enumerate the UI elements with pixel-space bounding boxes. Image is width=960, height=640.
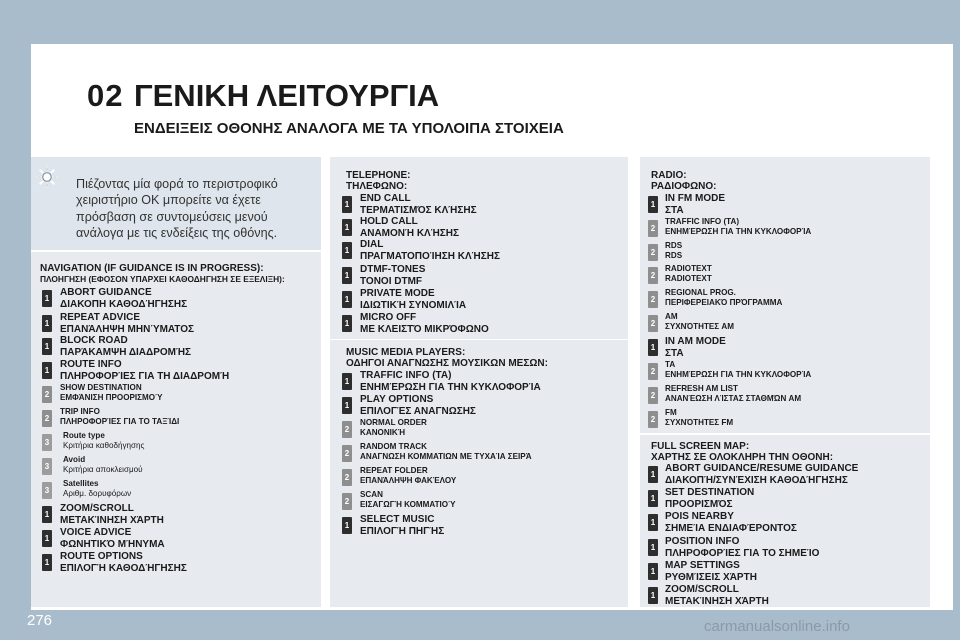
menu-item-navigation (60, 287, 187, 310)
menu-level-badge: 1 (342, 397, 352, 414)
menu-item-navigation (60, 527, 165, 550)
menu-item-label-gr: ΤΟΝΟΙ DTMF (360, 275, 423, 287)
menu-item-label-gr: ΑΝΑΜΟΝΉ ΚΛΉΣΗΣ (360, 227, 460, 239)
menu-level-badge: 1 (648, 466, 658, 483)
menu-item-label-gr: ΕΠΙΛΟΓΈΣ ΑΝΑΓΝΩΣΗΣ (360, 405, 476, 417)
menu-item-telephone (360, 312, 489, 335)
menu-level-badge: 1 (342, 291, 352, 308)
menu-item-label-en: POIS NEARBY (665, 511, 734, 522)
menu-item-navigation (63, 479, 131, 500)
menu-item-radio (665, 336, 726, 359)
menu-level-badge: 2 (342, 493, 352, 510)
radio-header (651, 170, 716, 192)
menu-level-badge: 1 (648, 539, 658, 556)
menu-item-label-gr: ΦΩΝΗΤΙΚΌ ΜΉΝΥΜΑ (60, 538, 165, 550)
menu-item-label-en: REPEAT ADVICE (60, 312, 141, 323)
menu-item-label-gr: ΣΥΧΝΌΤΗΤΕΣ FM (665, 418, 734, 428)
menu-item-label-en: MICRO OFF (360, 312, 417, 323)
menu-item-label-gr: ΜΕ ΚΛΕΙΣΤΌ ΜΙΚΡΌΦΩΝΟ (360, 323, 489, 335)
menu-item-label-gr: Κριτήρια αποκλεισμού (63, 465, 143, 475)
menu-level-badge: 2 (648, 220, 658, 237)
menu-item-telephone (360, 193, 477, 216)
menu-item-label-gr: RADIOTEXT (665, 274, 712, 284)
menu-level-badge: 1 (648, 196, 658, 213)
menu-level-badge: 2 (648, 363, 658, 380)
menu-level-badge: 1 (42, 530, 52, 547)
menu-item-label-en: ABORT GUIDANCE/RESUME GUIDANCE (665, 463, 859, 474)
menu-item-label-gr: ΕΙΣΑΓΩΓΉ ΚΟΜΜΑΤΙΟΎ (360, 500, 456, 510)
menu-item-navigation (60, 312, 194, 335)
sun-icon (36, 166, 58, 188)
menu-level-badge: 1 (342, 315, 352, 332)
menu-level-badge: 2 (648, 244, 658, 261)
menu-item-label-en: SCAN (360, 490, 383, 499)
menu-item-label-en: TRAFFIC INFO (TA) (665, 217, 740, 226)
menu-item-label-en: RANDOM TRACK (360, 442, 427, 451)
menu-item-label-en: RADIOTEXT (665, 264, 712, 273)
menu-item-label-en: REFRESH AM LIST (665, 384, 738, 393)
menu-item-radio (665, 217, 811, 238)
menu-level-badge: 2 (342, 445, 352, 462)
menu-item-label-en: MAP SETTINGS (665, 560, 740, 571)
menu-item-music (360, 466, 456, 487)
menu-item-label-gr: ΕΠΙΛΟΓΉ ΠΗΓΉΣ (360, 525, 445, 537)
menu-item-label-gr: ΕΜΦΆΝΙΣΗ ΠΡΟΟΡΙΣΜΟΎ (60, 393, 163, 403)
menu-level-badge: 1 (42, 290, 52, 307)
menu-item-label-gr: ΡΥΘΜΊΣΕΙΣ ΧΆΡΤΗ (665, 571, 757, 583)
menu-level-badge: 1 (648, 339, 658, 356)
menu-item-navigation (60, 335, 191, 358)
menu-level-badge: 2 (648, 387, 658, 404)
menu-level-badge: 2 (42, 410, 52, 427)
watermark: carmanualsonline.info (704, 618, 850, 635)
menu-level-badge: 1 (342, 517, 352, 534)
tip-line: ανάλογα με τις ενδείξεις της οθόνης. (76, 225, 278, 240)
menu-level-badge: 1 (648, 563, 658, 580)
menu-level-badge: 1 (648, 490, 658, 507)
menu-item-telephone (360, 288, 466, 311)
menu-level-badge: 1 (648, 514, 658, 531)
menu-item-navigation (60, 407, 179, 428)
menu-item-label-en: ROUTE OPTIONS (60, 551, 143, 562)
menu-item-label-en: DIAL (360, 239, 384, 250)
menu-item-label-en: PLAY OPTIONS (360, 394, 434, 405)
menu-level-badge: 2 (648, 291, 658, 308)
header-line-en: NAVIGATION (IF GUIDANCE IS IN PROGRESS): (40, 263, 264, 274)
menu-item-label-en: NORMAL ORDER (360, 418, 427, 427)
menu-item-label-gr: ΕΠΙΛΟΓΉ ΚΑΘΟΔΉΓΗΣΗΣ (60, 562, 187, 574)
menu-item-label-en: RDS (665, 241, 683, 250)
menu-item-label-gr: ΣΤΑ (665, 204, 684, 216)
menu-item-label-gr: ΠΕΡΙΦΕΡΕΙΑΚΌ ΠΡΌΓΡΑΜΜΑ (665, 298, 783, 308)
menu-item-label-en: HOLD CALL (360, 216, 418, 227)
header-line-en: MUSIC MEDIA PLAYERS: (346, 347, 466, 358)
header-line-gr: ΠΛΟΗΓΗΣΗ (ΕΦΟΣΟΝ ΥΠΑΡΧΕΙ ΚΑΘΟΔΗΓΗΣΗ ΣΕ ΕΞΕΛΙΞΗ): (40, 274, 285, 284)
menu-item-fullmap (665, 487, 754, 510)
menu-item-label-en: VOICE ADVICE (60, 527, 132, 538)
tip-text (76, 176, 312, 241)
menu-item-fullmap (665, 536, 819, 559)
menu-item-label-en: IN AM MODE (665, 336, 726, 347)
menu-item-fullmap (665, 584, 769, 607)
menu-item-label-en: FM (665, 408, 677, 417)
menu-item-navigation (60, 359, 229, 382)
menu-item-radio (665, 408, 733, 429)
menu-item-label-gr: ΠΛΗΡΟΦΟΡΊΕΣ ΓΙΑ ΤΗ ΔΙΑΔΡΟΜΉ (60, 370, 230, 382)
header-line-en: FULL SCREEN MAP: (651, 441, 750, 452)
menu-item-music (360, 418, 427, 439)
menu-item-music (360, 514, 444, 537)
menu-item-label-gr: ΠΑΡΆΚΑΜΨΗ ΔΙΑΔΡΟΜΉΣ (60, 346, 192, 358)
menu-level-badge: 1 (42, 554, 52, 571)
menu-item-fullmap (665, 560, 757, 583)
menu-item-label-en: PRIVATE MODE (360, 288, 435, 299)
menu-level-badge: 3 (42, 458, 52, 475)
menu-item-label-en: AM (665, 312, 678, 321)
menu-level-badge: 1 (42, 506, 52, 523)
menu-item-radio (665, 360, 811, 381)
menu-item-label-en: Route type (63, 431, 105, 440)
music-header (346, 347, 548, 369)
menu-item-radio (665, 193, 725, 216)
fullmap-header (651, 441, 833, 463)
menu-item-navigation (60, 383, 163, 404)
header-line-gr: ΡΑΔΙΟΦΩΝΟ: (651, 181, 717, 192)
page-number: 276 (27, 612, 53, 629)
menu-item-label-gr: ΠΛΗΡΟΦΟΡΊΕΣ ΓΙΑ ΤΟ ΤΑΞΊΔΙ (60, 417, 180, 427)
header-line-en: TELEPHONE: (346, 170, 411, 181)
menu-item-label-en: POSITION INFO (665, 536, 740, 547)
menu-level-badge: 3 (42, 482, 52, 499)
navigation-header (40, 263, 285, 285)
menu-item-label-gr: Κριτήρια καθοδήγησης (63, 441, 145, 451)
menu-item-music (360, 490, 456, 511)
menu-item-label-en: IN FM MODE (665, 193, 725, 204)
menu-item-label-en: END CALL (360, 193, 411, 204)
menu-item-label-gr: ΕΝΗΜΈΡΩΣΗ ΓΙΑ ΤΗΝ ΚΥΚΛΟΦΟΡΊΑ (360, 381, 541, 393)
menu-item-music (360, 442, 532, 463)
menu-level-badge: 1 (342, 196, 352, 213)
menu-level-badge: 2 (42, 386, 52, 403)
menu-level-badge: 2 (342, 469, 352, 486)
tip-line: πρόσβαση σε συντομεύσεις μενού (76, 209, 268, 224)
menu-item-label-gr: ΕΠΑΝΆΛΗΨΗ ΜΗΝΎΜΑΤΟΣ (60, 323, 195, 335)
menu-item-label-gr: ΠΡΟΟΡΙΣΜΌΣ (665, 498, 733, 510)
chapter-title: ΓΕΝΙΚΗ ΛΕΙΤΟΥΡΓΙΑ (134, 78, 440, 113)
menu-item-label-en: ZOOM/SCROLL (665, 584, 739, 595)
menu-item-label-gr: ΑΝΑΝΈΩΣΗ ΛΊΣΤΑΣ ΣΤΑΘΜΏΝ AM (665, 394, 802, 404)
chapter-number: 02 (87, 78, 124, 113)
menu-item-navigation (60, 503, 164, 526)
menu-item-label-gr: ΤΕΡΜΑΤΙΣΜΌΣ ΚΛΉΣΗΣ (360, 204, 477, 216)
menu-item-label-en: Satellites (63, 479, 99, 488)
header-line-gr: ΧΑΡΤΗΣ ΣΕ ΟΛΟΚΛΗΡΗ ΤΗΝ ΟΘΟΝΗ: (651, 452, 834, 463)
menu-level-badge: 3 (42, 434, 52, 451)
section-subtitle: ΕΝΔΕΙΞΕΙΣ ΟΘΟΝΗΣ ΑΝΑΛΟΓΑ ΜΕ ΤΑ ΥΠΟΛΟΙΠΑ ΣΤΟΙΧΕΙΑ (134, 120, 564, 137)
menu-item-label-gr: ΔΙΑΚΟΠΗ ΚΑΘΟΔΉΓΗΣΗΣ (60, 298, 188, 310)
telephone-header (346, 170, 410, 192)
menu-item-radio (665, 241, 682, 262)
menu-item-fullmap (665, 463, 858, 486)
menu-item-label-gr: ΠΛΗΡΟΦΟΡΊΕΣ ΓΙΑ ΤΟ ΣΗΜΕΊΟ (665, 547, 820, 559)
menu-item-radio (665, 384, 801, 405)
menu-item-label-gr: ΕΠΑΝΆΛΗΨΗ ΦΑΚΈΛΟΥ (360, 476, 457, 486)
menu-level-badge: 2 (648, 315, 658, 332)
menu-item-label-gr: ΣΤΑ (665, 347, 684, 359)
menu-level-badge: 2 (648, 411, 658, 428)
tip-line: χειριστήριο OK μπορείτε να έχετε (76, 193, 261, 208)
menu-item-label-gr: ΜΕΤΑΚΊΝΗΣΗ ΧΆΡΤΗ (665, 595, 769, 607)
menu-item-label-gr: ΕΝΗΜΈΡΩΣΗ ΓΙΑ ΤΗΝ ΚΥΚΛΟΦΟΡΊΑ (665, 227, 812, 237)
menu-item-telephone (360, 216, 459, 239)
menu-level-badge: 1 (342, 219, 352, 236)
menu-item-label-gr: ΣΥΧΝΌΤΗΤΕΣ AM (665, 322, 734, 332)
menu-item-label-en: TRIP INFO (60, 407, 100, 416)
menu-item-fullmap (665, 511, 797, 534)
menu-item-label-gr: ΔΙΑΚΟΠΉ/ΣΥΝΈΧΙΣΗ ΚΑΘΟΔΉΓΗΣΗΣ (665, 474, 848, 486)
header-line-gr: ΟΔΗΓΟΙ ΑΝΑΓΝΩΣΗΣ ΜΟΥΣΙΚΩΝ ΜΕΣΩΝ: (346, 358, 548, 369)
menu-item-navigation (63, 431, 144, 452)
menu-item-label-gr: ΠΡΑΓΜΑΤΟΠΟΊΗΣΗ ΚΛΉΣΗΣ (360, 250, 500, 262)
menu-item-label-en: Avoid (63, 455, 86, 464)
menu-item-label-en: REGIONAL PROG. (665, 288, 736, 297)
menu-item-music (360, 394, 476, 417)
menu-item-label-en: ROUTE INFO (60, 359, 122, 370)
menu-item-label-en: SELECT MUSIC (360, 514, 435, 525)
menu-item-label-en: REPEAT FOLDER (360, 466, 428, 475)
header-line-gr: ΤΗΛΕΦΩΝΟ: (346, 181, 408, 192)
menu-item-radio (665, 264, 712, 285)
menu-item-label-gr: ΣΗΜΕΊΑ ΕΝΔΙΑΦΈΡΟΝΤΟΣ (665, 522, 797, 534)
menu-item-label-en: ABORT GUIDANCE (60, 287, 152, 298)
menu-item-label-gr: Αριθμ. δορυφόρων (63, 489, 132, 499)
menu-item-radio (665, 288, 782, 309)
menu-item-label-en: DTMF-TONES (360, 264, 426, 275)
menu-item-label-gr: ΙΔΙΩΤΙΚΉ ΣΥΝΟΜΙΛΊΑ (360, 299, 467, 311)
menu-item-telephone (360, 239, 500, 262)
menu-item-navigation (63, 455, 143, 476)
menu-item-label-en: SHOW DESTINATION (60, 383, 142, 392)
menu-level-badge: 1 (648, 587, 658, 604)
menu-level-badge: 1 (342, 267, 352, 284)
menu-item-label-en: ZOOM/SCROLL (60, 503, 134, 514)
menu-item-label-en: TA (665, 360, 676, 369)
menu-item-label-gr: ΚΑΝΟΝΙΚΉ (360, 428, 406, 438)
menu-level-badge: 1 (342, 373, 352, 390)
menu-level-badge: 1 (342, 242, 352, 259)
tip-line: Πιέζοντας μία φορά το περιστροφικό (76, 177, 278, 191)
header-line-en: RADIO: (651, 170, 687, 181)
menu-item-label-gr: RDS (665, 251, 683, 261)
menu-item-radio (665, 312, 734, 333)
menu-item-label-gr: ΕΝΗΜΈΡΩΣΗ ΓΙΑ ΤΗΝ ΚΥΚΛΟΦΟΡΊΑ (665, 370, 812, 380)
menu-item-music (360, 370, 541, 393)
menu-level-badge: 2 (648, 267, 658, 284)
menu-item-navigation (60, 551, 187, 574)
menu-level-badge: 2 (342, 421, 352, 438)
menu-item-label-en: SET DESTINATION (665, 487, 755, 498)
menu-level-badge: 1 (42, 315, 52, 332)
menu-item-label-en: TRAFFIC INFO (TA) (360, 370, 452, 381)
menu-item-label-gr: ΜΕΤΑΚΊΝΗΣΗ ΧΆΡΤΗ (60, 514, 164, 526)
menu-level-badge: 1 (42, 362, 52, 379)
menu-level-badge: 1 (42, 338, 52, 355)
menu-item-label-en: BLOCK ROAD (60, 335, 128, 346)
menu-item-label-gr: ΑΝΑΓΝΩΣΗ ΚΟΜΜΑΤΙΩΝ ΜΕ ΤΥΧΑΊΑ ΣΕΙΡΆ (360, 452, 532, 462)
menu-item-telephone (360, 264, 425, 287)
